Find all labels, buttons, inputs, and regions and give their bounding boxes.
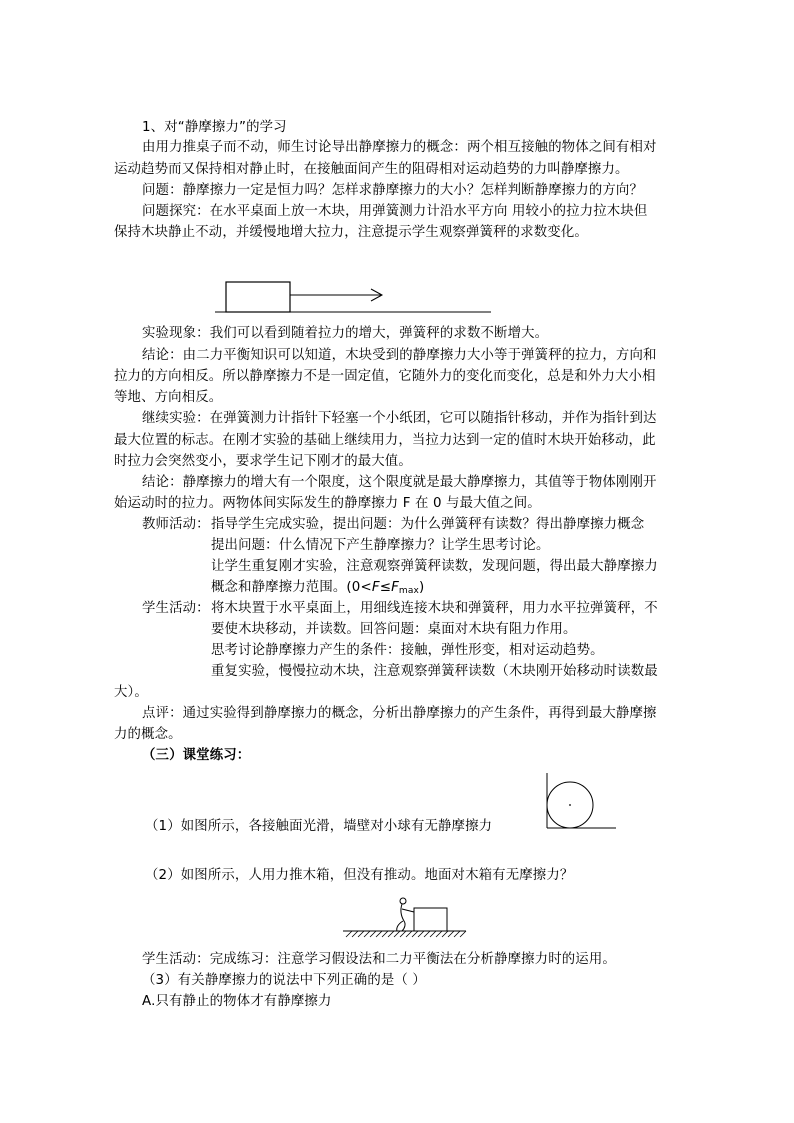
practice-heading: （三）课堂练习： bbox=[142, 748, 251, 763]
max-friction-symbol: F bbox=[391, 580, 399, 595]
phenomenon-line: 实验现象：我们可以看到随着拉力的增大，弹簧秤的求数不断增大。 bbox=[142, 326, 549, 341]
section-heading: 1、对“静摩擦力”的学习 bbox=[142, 120, 287, 135]
student-line-2: 要使木块移动，并读数。回答问题：桌面对木块有阻力作用。 bbox=[211, 622, 577, 637]
intro-line-2: 运动趋势而又保持相对静止时，在接触面间产生的阻碍相对运动趋势的力叫静摩擦力。 bbox=[114, 162, 629, 177]
conclusion1-line-1: 结论：由二力平衡知识可以知道，木块受到的静摩擦力大小等于弹簧秤的拉力，方向和 bbox=[142, 348, 657, 363]
explore-line-1: 问题探究：在水平桌面上放一木块，用弹簧测力计沿水平方向 用较小的拉力拉木块但 bbox=[142, 204, 648, 219]
student-line-4: 重复实验，慢慢拉动木块，注意观察弹簧秤读数（木块刚开始移动时读数最 bbox=[211, 664, 658, 679]
conclusion1-line-3: 等地、方向相反。 bbox=[114, 390, 223, 405]
le-symbol: ≤ bbox=[379, 580, 392, 595]
student-activity-label: 学生活动： bbox=[142, 601, 210, 616]
continue-line-3: 时拉力会突然变小，要求学生记下刚才的最大值。 bbox=[114, 454, 412, 469]
teacher-line-4 bbox=[211, 578, 424, 601]
teacher-line-3: 让学生重复刚才实验，注意观察弹簧秤读数，发现问题，得出最大静摩擦力 bbox=[211, 559, 658, 574]
conclusion1-line-2: 拉力的方向相反。所以静摩擦力不是一固定值，它随外力的变化而变化，总是和外力大小相 bbox=[114, 369, 656, 384]
explore-line-2: 保持木块静止不动，并缓慢地增大拉力，注意提示学生观察弹簧秤的求数变化。 bbox=[114, 225, 588, 240]
question-3-option-a: A.只有静止的物体才有静摩擦力 bbox=[142, 994, 332, 1009]
person-head bbox=[400, 898, 406, 904]
ground-hatch bbox=[346, 931, 466, 937]
conclusion2-line-1: 结论：静摩擦力的增大有一个限度，这个限度就是最大静摩擦力，其值等于物体刚刚开 bbox=[142, 475, 657, 490]
person-body bbox=[401, 904, 405, 931]
continue-line-2: 最大位置的标志。在刚才实验的基础上继续用力，当拉力达到一定的值时木块开始移动，此 bbox=[114, 433, 656, 448]
intro-line-1: 由用力推桌子而不动，师生讨论导出静摩擦力的概念：两个相互接触的物体之间有相对 bbox=[142, 140, 657, 155]
max-subscript: max bbox=[398, 586, 419, 596]
block-pull-figure bbox=[215, 278, 495, 318]
question-3: （3）有关静摩擦力的说法中下列正确的是（ ） bbox=[142, 973, 426, 988]
push-box-figure bbox=[340, 896, 470, 942]
question-1: （1）如图所示，各接触面光滑，墙壁对小球有无静摩擦力 bbox=[145, 819, 493, 834]
comment-line-1: 点评：通过实验得到静摩擦力的概念，分析出静摩擦力的产生条件，再得到最大静摩擦 bbox=[142, 706, 657, 721]
conclusion2-line-2: 始运动时的拉力。两物体间实际发生的静摩擦力 F 在 0 与最大值之间。 bbox=[114, 496, 541, 511]
student-line-1: 将木块置于水平桌面上，用细线连接木块和弹簧秤，用力水平拉弹簧秤，不 bbox=[211, 601, 658, 616]
teacher-line-4-text: 概念和静摩擦力范围。(0< bbox=[211, 580, 372, 595]
person-figure bbox=[397, 898, 414, 931]
wooden-block bbox=[226, 282, 290, 312]
ball-center-dot bbox=[569, 804, 571, 806]
student-line-5: 大）。 bbox=[114, 685, 148, 700]
question-2: （2）如图所示，人用力推木箱，但没有推动。地面对木箱有无摩擦力？ bbox=[145, 868, 574, 883]
teacher-line-2: 提出问题：什么情况下产生静摩擦力？让学生思考讨论。 bbox=[211, 538, 550, 553]
ball-wall-figure bbox=[544, 773, 624, 831]
student-line-3: 思考讨论静摩擦力产生的条件：接触，弹性形变，相对运动趋势。 bbox=[211, 643, 604, 658]
question-line: 问题：静摩擦力一定是恒力吗？怎样求静摩擦力的大小？怎样判断静摩擦力的方向？ bbox=[142, 183, 644, 198]
close-paren: ) bbox=[418, 580, 425, 595]
friction-symbol: F bbox=[371, 580, 380, 595]
teacher-activity-label: 教师活动： bbox=[142, 517, 210, 532]
wooden-box bbox=[414, 908, 447, 931]
person-leg bbox=[397, 921, 403, 931]
comment-line-2: 力的概念。 bbox=[114, 727, 182, 742]
person-arm bbox=[402, 909, 414, 912]
student-practice-activity: 学生活动：完成练习：注意学习假设法和二力平衡法在分析静摩擦力时的运用。 bbox=[142, 952, 616, 967]
continue-line-1: 继续实验：在弹簧测力计指针下轻塞一个小纸团，它可以随指针移动，并作为指针到达 bbox=[142, 411, 657, 426]
teacher-line-1: 指导学生完成实验，提出问题：为什么弹簧秤有读数？得出静摩擦力概念 bbox=[211, 517, 645, 532]
